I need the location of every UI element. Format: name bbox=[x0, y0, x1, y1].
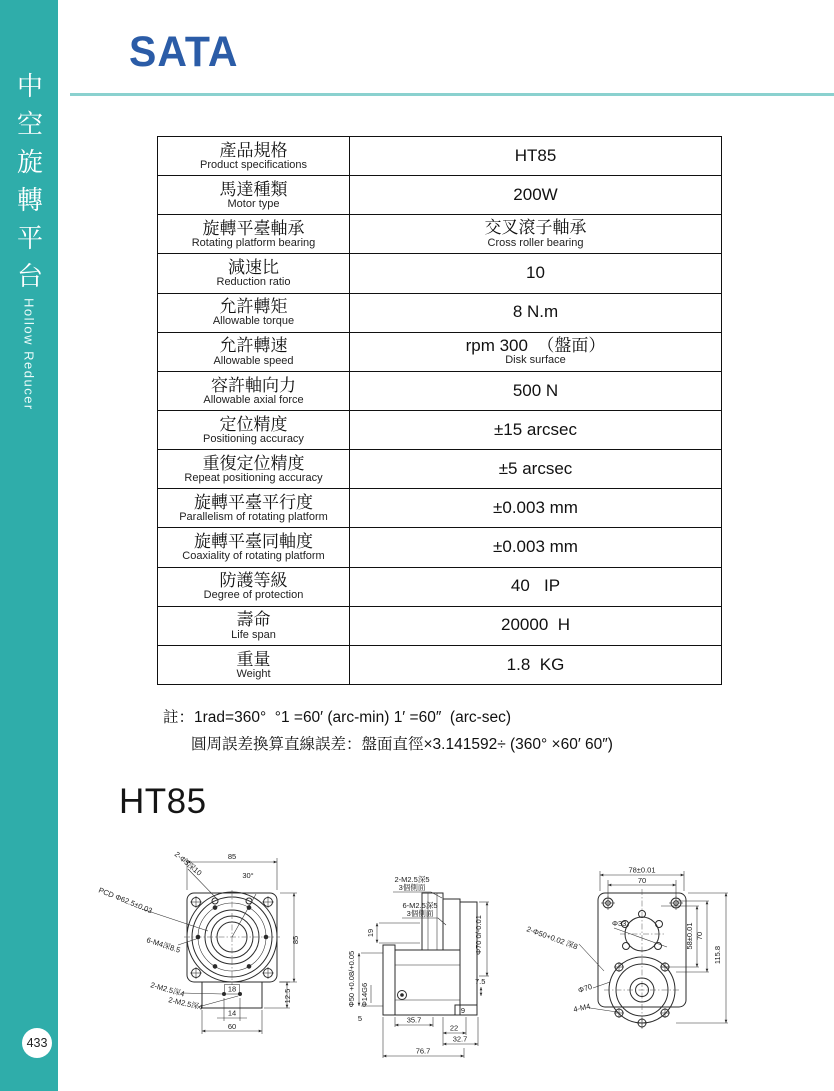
spec-value-cell bbox=[350, 528, 722, 567]
side-dim-d70: Φ70 0/-0.01 bbox=[474, 915, 483, 955]
spec-label-cn: 定位精度 bbox=[219, 414, 288, 434]
spec-label-en: Reduction ratio bbox=[216, 276, 291, 289]
spec-value-cell bbox=[350, 176, 722, 215]
note-line-2: 圓周誤差換算直線誤差：盤面直徑×3.141592÷ (360° ×60′ 60″) bbox=[191, 736, 613, 753]
spec-value: HT85 bbox=[514, 145, 557, 165]
spec-value-cell bbox=[350, 137, 722, 176]
side-label-m25-6-sub: 3個側面 bbox=[406, 909, 434, 918]
side-label-m25-2: 2-M2.5深5 bbox=[394, 875, 430, 884]
table-row bbox=[158, 215, 722, 254]
spec-label-cn: 馬達種類 bbox=[219, 179, 288, 199]
spec-value: ±15 arcsec bbox=[493, 419, 578, 439]
spec-label-cell bbox=[158, 606, 350, 645]
spec-label-en: Allowable axial force bbox=[203, 393, 304, 406]
spec-value: ±0.003 mm bbox=[493, 537, 578, 557]
spec-value: 10 bbox=[526, 263, 545, 283]
side-label-m25-6: 6-M2.5深5 bbox=[402, 901, 438, 910]
spec-label-cell bbox=[158, 567, 350, 606]
sidebar-title-cn: 中空旋轉平台 bbox=[13, 72, 44, 300]
spec-label-cn: 重復定位精度 bbox=[202, 453, 305, 473]
spec-label-cn: 旋轉平臺平行度 bbox=[194, 493, 313, 513]
spec-value: 40 IP bbox=[510, 576, 561, 596]
spec-label-cell bbox=[158, 137, 350, 176]
sidebar bbox=[0, 0, 58, 1091]
side-dim-327: 32.7 bbox=[452, 1034, 468, 1044]
spec-value-cell bbox=[350, 489, 722, 528]
table-row bbox=[158, 489, 722, 528]
side-dim-357: 35.7 bbox=[406, 1015, 422, 1025]
side-dim-d50: Φ50 +0.08/+0.05 bbox=[347, 950, 356, 1008]
table-row bbox=[158, 450, 722, 489]
side-dim-9: 9 bbox=[460, 1006, 466, 1015]
front-dim-angle: 30° bbox=[242, 871, 254, 880]
back-label-2d50: 2-Φ50+0.02 深8 bbox=[525, 924, 579, 952]
technical-drawings bbox=[90, 835, 780, 1087]
front-label-m25-b: 2-M2.5深4 bbox=[167, 995, 204, 1012]
front-dim-width: 85 bbox=[227, 852, 237, 861]
spec-value-cell bbox=[350, 254, 722, 293]
spec-value: 20000 H bbox=[501, 615, 570, 635]
spec-label-en: Repeat positioning accuracy bbox=[184, 471, 323, 484]
side-dim-767: 76.7 bbox=[415, 1046, 431, 1056]
table-row bbox=[158, 371, 722, 410]
note-prefix: 註： bbox=[163, 709, 195, 726]
back-label-4m4: 4-M4 bbox=[572, 1001, 592, 1014]
spec-value-cell bbox=[350, 645, 722, 684]
spec-label-cell bbox=[158, 450, 350, 489]
spec-value: 8 N.m bbox=[512, 302, 559, 322]
table-row bbox=[158, 332, 722, 371]
spec-value: rpm 300 （盤面） bbox=[465, 335, 606, 355]
side-dim-5: 5 bbox=[357, 1014, 363, 1023]
note-line-1 bbox=[163, 705, 511, 727]
spec-value-cell bbox=[350, 567, 722, 606]
spec-value: ±0.003 mm bbox=[493, 497, 578, 517]
table-row bbox=[158, 528, 722, 567]
side-dim-22: 22 bbox=[449, 1023, 459, 1033]
spec-value: 500 N bbox=[512, 380, 559, 400]
front-label-pcd: PCD Φ62.5±0.03 bbox=[97, 885, 154, 916]
spec-label-cn: 容許軸向力 bbox=[211, 375, 296, 395]
back-label-d70: Φ70 bbox=[576, 981, 594, 995]
spec-value: 1.8 KG bbox=[506, 654, 565, 674]
spec-label-en: Coaxiality of rotating platform bbox=[182, 550, 325, 563]
front-dim-ref: 18 bbox=[227, 984, 237, 994]
front-dim-height: 85 bbox=[291, 935, 300, 945]
spec-label-cell bbox=[158, 176, 350, 215]
table-row bbox=[158, 254, 722, 293]
spec-label-cell bbox=[158, 645, 350, 684]
side-dim-d14: Φ14G6 bbox=[360, 982, 369, 1008]
spec-label-cell bbox=[158, 528, 350, 567]
spec-label-cell bbox=[158, 410, 350, 449]
spec-value: ±5 arcsec bbox=[498, 458, 573, 478]
spec-value-sub: Cross roller bearing bbox=[487, 236, 584, 249]
back-dim-58: 58±0.01 bbox=[685, 922, 694, 950]
spec-label-cn: 減速比 bbox=[228, 258, 279, 278]
front-label-m4: 6-M4深8.5 bbox=[145, 935, 182, 955]
spec-label-en: Weight bbox=[236, 667, 271, 680]
spec-label-cell bbox=[158, 489, 350, 528]
table-row bbox=[158, 137, 722, 176]
spec-label-cn: 旋轉平臺同軸度 bbox=[194, 532, 313, 552]
table-row bbox=[158, 567, 722, 606]
spec-label-en: Positioning accuracy bbox=[203, 432, 304, 445]
spec-label-en: Degree of protection bbox=[203, 589, 304, 602]
note-line-1-text: 1rad=360° °1 =60′ (arc-min) 1′ =60″ (arc-sec) bbox=[194, 709, 512, 726]
spec-label-cn: 產品規格 bbox=[219, 140, 288, 160]
side-view bbox=[347, 875, 489, 1058]
spec-label-en: Parallelism of rotating platform bbox=[179, 511, 328, 524]
spec-value-cell bbox=[350, 410, 722, 449]
spec-label-en: Rotating platform bearing bbox=[191, 237, 316, 250]
table-row bbox=[158, 293, 722, 332]
spec-value-cell bbox=[350, 293, 722, 332]
spec-label-en: Allowable speed bbox=[213, 354, 294, 367]
spec-value-cell bbox=[350, 332, 722, 371]
spec-label-cell bbox=[158, 293, 350, 332]
front-dim-base-width: 60 bbox=[227, 1022, 237, 1031]
sidebar-title-en: Hollow Reducer bbox=[21, 298, 37, 411]
spec-label-cell bbox=[158, 254, 350, 293]
front-dim-hole-span: 14 bbox=[227, 1008, 237, 1018]
spec-label-cn: 允許轉矩 bbox=[219, 297, 288, 317]
front-label-m25-a: 2-M2.5深4 bbox=[149, 980, 186, 999]
front-dim-base-height: 12.5 bbox=[283, 988, 292, 1004]
spec-label-en: Product specifications bbox=[200, 158, 307, 171]
spec-label-cell bbox=[158, 332, 350, 371]
spec-label-en: Allowable torque bbox=[212, 315, 295, 328]
table-row bbox=[158, 645, 722, 684]
front-label-holes-top: 2-Φ5深10 bbox=[172, 849, 204, 878]
header-rule bbox=[70, 93, 834, 96]
page-number-badge: 433 bbox=[22, 1028, 52, 1058]
spec-value: 200W bbox=[513, 184, 558, 204]
spec-label-cn: 重量 bbox=[236, 649, 271, 669]
spec-label-cell bbox=[158, 215, 350, 254]
spec-label-cell bbox=[158, 371, 350, 410]
back-label-d33: Φ33 bbox=[612, 919, 627, 928]
spec-label-en: Motor type bbox=[227, 197, 280, 210]
side-label-m25-2-sub: 3個側面 bbox=[398, 883, 426, 892]
front-view bbox=[97, 850, 300, 1034]
spec-value-cell bbox=[350, 450, 722, 489]
table-row bbox=[158, 410, 722, 449]
sata-logo: SATA bbox=[129, 28, 239, 76]
table-row bbox=[158, 606, 722, 645]
side-dim-19: 19 bbox=[366, 928, 375, 938]
table-row bbox=[158, 176, 722, 215]
spec-value: 交叉滾子軸承 bbox=[484, 218, 587, 238]
spec-value-cell bbox=[350, 606, 722, 645]
spec-label-cn: 壽命 bbox=[236, 610, 271, 630]
back-dim-1158: 115.8 bbox=[713, 945, 722, 965]
spec-value-cell bbox=[350, 215, 722, 254]
spec-label-en: Life span bbox=[231, 628, 276, 641]
spec-table bbox=[157, 136, 722, 685]
spec-label-cn: 旋轉平臺軸承 bbox=[202, 219, 305, 239]
spec-value-sub: Disk surface bbox=[505, 354, 566, 367]
spec-label-cn: 防護等級 bbox=[219, 571, 288, 591]
back-dim-78: 78±0.01 bbox=[628, 865, 656, 875]
spec-value-cell bbox=[350, 371, 722, 410]
model-heading: HT85 bbox=[119, 782, 207, 821]
back-dim-70-top: 70 bbox=[637, 876, 647, 885]
spec-label-cn: 允許轉速 bbox=[219, 336, 288, 356]
back-dim-70-right: 70 bbox=[695, 931, 704, 941]
back-view bbox=[525, 866, 728, 1030]
side-dim-75: 7.5 bbox=[475, 977, 486, 986]
